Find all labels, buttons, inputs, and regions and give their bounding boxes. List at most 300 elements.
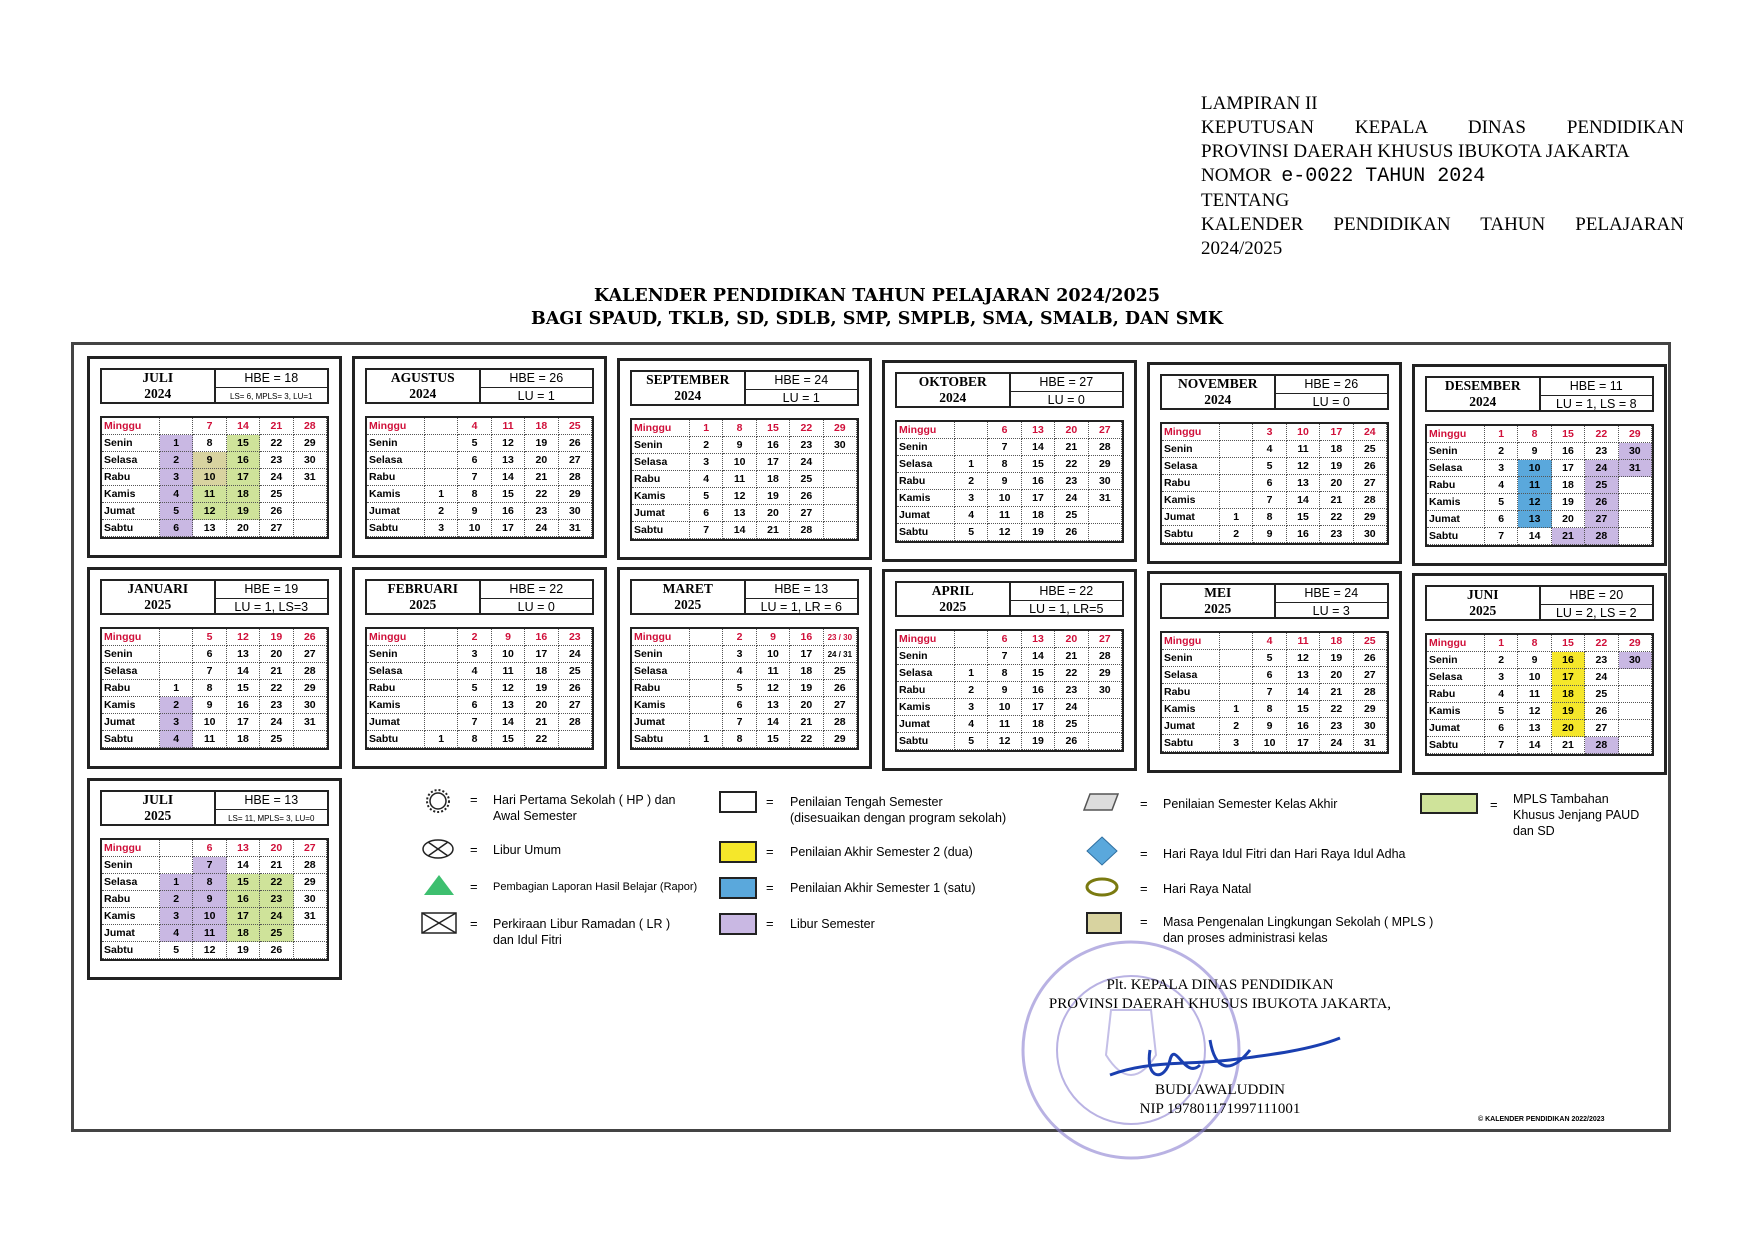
date-cell: 16 xyxy=(1022,682,1055,699)
date-cell: 31 xyxy=(294,714,327,731)
month-header xyxy=(895,581,1124,617)
day-label: Kamis xyxy=(102,697,160,714)
month-label: FEBRUARI xyxy=(387,581,458,596)
date-cell: 12 xyxy=(492,435,525,452)
date-cell xyxy=(425,646,458,663)
date-cell: 10 xyxy=(988,490,1021,507)
date-cell xyxy=(1220,492,1253,509)
day-label: Minggu xyxy=(1427,635,1485,652)
date-cell: 31 xyxy=(294,469,327,486)
date-cell: 13 xyxy=(1287,667,1320,684)
legend-lr: Perkiraan Libur Ramadan ( LR ) dan Idul Fitri xyxy=(493,917,671,947)
hbe-label: HBE = 13 xyxy=(746,581,858,599)
month-label: AGUSTUS xyxy=(390,370,455,385)
month-name xyxy=(367,581,481,613)
date-cell: 14 xyxy=(1287,684,1320,701)
date-cell: 11 xyxy=(723,471,756,488)
date-cell: 1 xyxy=(1220,701,1253,718)
date-cell xyxy=(425,714,458,731)
date-cell: 20 xyxy=(1552,720,1585,737)
date-cell: 2 xyxy=(955,682,988,699)
date-cell: 9 xyxy=(458,503,491,520)
date-cell: 28 xyxy=(294,418,327,435)
date-cell: 20 xyxy=(525,697,558,714)
date-cell: 3 xyxy=(160,469,193,486)
signer-name: BUDI AWALUDDIN xyxy=(1154,1082,1286,1098)
hbe-note: LU = 2, LS = 2 xyxy=(1555,606,1637,620)
month-label: OKTOBER xyxy=(918,374,987,389)
date-cell: 18 xyxy=(227,731,260,748)
day-label: Selasa xyxy=(632,663,690,680)
date-cell: 4 xyxy=(1253,633,1286,650)
date-cell xyxy=(294,925,327,942)
day-label: Rabu xyxy=(632,680,690,697)
date-cell: 29 xyxy=(294,680,327,697)
date-cell: 31 xyxy=(1089,490,1122,507)
equals-sign: = xyxy=(470,792,478,807)
header-line: TENTANG xyxy=(1201,190,1290,211)
day-label: Selasa xyxy=(1162,458,1220,475)
day-label: Selasa xyxy=(102,663,160,680)
day-label: Selasa xyxy=(632,454,690,471)
date-cell: 8 xyxy=(1253,509,1286,526)
date-cell xyxy=(1619,737,1652,754)
date-cell xyxy=(690,714,723,731)
legend-idul: Hari Raya Idul Fitri dan Hari Raya Idul Adha xyxy=(1163,847,1406,861)
hbe-info xyxy=(216,792,328,824)
month-calendar xyxy=(352,567,607,769)
date-cell: 17 xyxy=(525,646,558,663)
hbe-note: LU = 1, LS=3 xyxy=(234,600,309,614)
day-label: Selasa xyxy=(897,456,955,473)
legend-pts-note: (disesuaikan dengan program sekolah) xyxy=(790,811,1007,825)
date-cell: 22 xyxy=(790,420,823,437)
date-cell: 12 xyxy=(757,680,790,697)
date-cell xyxy=(955,648,988,665)
date-cell: 16 xyxy=(790,629,823,646)
month-label: DESEMBER xyxy=(1444,378,1521,393)
date-cell: 7 xyxy=(193,418,226,435)
date-cell: 16 xyxy=(227,697,260,714)
date-cell: 27 xyxy=(294,840,327,857)
date-cell: 24 xyxy=(260,469,293,486)
date-cell: 22 xyxy=(525,731,558,748)
hbe-note: LS= 6, MPLS= 3, LU=1 xyxy=(230,392,313,401)
date-cell: 24 xyxy=(1354,424,1387,441)
month-name xyxy=(897,583,1011,615)
month-header xyxy=(365,579,594,615)
date-cell: 18 xyxy=(1552,686,1585,703)
day-label: Jumat xyxy=(1427,511,1485,528)
date-cell: 25 xyxy=(1354,633,1387,650)
month-calendar xyxy=(352,356,607,558)
date-cell: 12 xyxy=(1287,650,1320,667)
date-cell: 15 xyxy=(1552,426,1585,443)
date-cell: 6 xyxy=(988,631,1021,648)
date-cell: 16 xyxy=(525,629,558,646)
date-cell: 18 xyxy=(525,418,558,435)
date-cell xyxy=(1220,684,1253,701)
date-cell: 22 xyxy=(1320,701,1353,718)
date-cell: 25 xyxy=(260,486,293,503)
date-cell: 8 xyxy=(193,874,226,891)
date-cell: 5 xyxy=(1485,494,1518,511)
day-label: Selasa xyxy=(102,452,160,469)
date-cell: 20 xyxy=(1552,511,1585,528)
date-cell: 3 xyxy=(458,646,491,663)
month-header xyxy=(1425,585,1654,621)
date-cell: 6 xyxy=(458,452,491,469)
date-cell xyxy=(955,439,988,456)
date-cell: 27 xyxy=(260,520,293,537)
date-cell: 8 xyxy=(193,680,226,697)
day-label: Minggu xyxy=(897,422,955,439)
month-name xyxy=(897,374,1011,406)
date-cell: 20 xyxy=(525,452,558,469)
date-cell xyxy=(1619,686,1652,703)
date-cell: 22 xyxy=(790,731,823,748)
date-cell: 9 xyxy=(988,682,1021,699)
date-cell: 26 xyxy=(790,488,823,505)
date-cell: 23 xyxy=(260,891,293,908)
hbe-label: HBE = 13 xyxy=(216,792,328,810)
day-label: Senin xyxy=(897,648,955,665)
date-cell: 13 xyxy=(193,520,226,537)
date-cell: 10 xyxy=(1518,460,1551,477)
date-cell: 19 xyxy=(790,680,823,697)
date-cell: 30 xyxy=(294,452,327,469)
date-cell: 5 xyxy=(955,524,988,541)
date-cell xyxy=(824,522,857,539)
date-cell: 27 xyxy=(1354,667,1387,684)
date-cell xyxy=(1220,475,1253,492)
date-cell: 8 xyxy=(1518,426,1551,443)
day-label: Kamis xyxy=(102,908,160,925)
date-cell: 23 / 30 xyxy=(824,629,857,646)
date-cell: 10 xyxy=(458,520,491,537)
signature-block xyxy=(1020,976,1420,1014)
date-cell: 29 xyxy=(1619,426,1652,443)
date-cell: 29 xyxy=(1354,701,1387,718)
date-cell: 17 xyxy=(757,454,790,471)
date-cell: 23 xyxy=(525,503,558,520)
footer-note: © KALENDER PENDIDIKAN 2022/2023 xyxy=(1478,1116,1605,1123)
date-cell: 6 xyxy=(1253,667,1286,684)
date-cell: 9 xyxy=(1253,526,1286,543)
date-cell: 27 xyxy=(824,697,857,714)
date-cell: 10 xyxy=(193,469,226,486)
date-cell: 30 xyxy=(1089,473,1122,490)
day-label: Rabu xyxy=(897,682,955,699)
date-cell: 15 xyxy=(227,435,260,452)
date-cell: 17 xyxy=(227,714,260,731)
month-header xyxy=(100,790,329,826)
date-cell: 3 xyxy=(160,714,193,731)
date-cell xyxy=(559,731,592,748)
day-grid xyxy=(1425,633,1654,756)
legend-ls: Libur Semester xyxy=(790,917,875,931)
day-label: Minggu xyxy=(1162,633,1220,650)
month-calendar xyxy=(882,569,1137,771)
day-grid xyxy=(365,627,594,750)
green-box-icon xyxy=(1420,793,1478,814)
date-cell: 14 xyxy=(1518,528,1551,545)
day-label: Sabtu xyxy=(897,733,955,750)
day-label: Minggu xyxy=(897,631,955,648)
day-label: Minggu xyxy=(102,840,160,857)
date-cell: 21 xyxy=(1320,492,1353,509)
day-label: Kamis xyxy=(632,697,690,714)
date-cell: 13 xyxy=(723,505,756,522)
header-line: PROVINSI DAERAH KHUSUS IBUKOTA JAKARTA xyxy=(1201,141,1630,162)
date-cell: 5 xyxy=(458,435,491,452)
date-cell: 20 xyxy=(260,840,293,857)
date-cell: 4 xyxy=(1485,686,1518,703)
date-cell xyxy=(160,857,193,874)
date-cell: 28 xyxy=(294,663,327,680)
month-header xyxy=(630,579,859,615)
date-cell: 30 xyxy=(294,697,327,714)
date-cell: 27 xyxy=(559,452,592,469)
equals-sign: = xyxy=(766,794,774,809)
date-cell: 19 xyxy=(757,488,790,505)
date-cell: 23 xyxy=(260,697,293,714)
date-cell: 2 xyxy=(1485,652,1518,669)
day-label: Senin xyxy=(102,857,160,874)
date-cell: 12 xyxy=(193,942,226,959)
date-cell: 18 xyxy=(1552,477,1585,494)
hbe-info xyxy=(481,581,593,613)
legend-pts-label: Penilaian Tengah Semester xyxy=(790,795,943,809)
date-cell: 2 xyxy=(160,891,193,908)
date-cell: 11 xyxy=(492,663,525,680)
date-cell: 21 xyxy=(260,857,293,874)
date-cell xyxy=(690,663,723,680)
month-label: JANUARI xyxy=(127,581,189,596)
date-cell xyxy=(425,435,458,452)
legend-pts xyxy=(790,794,1006,826)
month-calendar xyxy=(1412,364,1667,566)
date-cell xyxy=(425,680,458,697)
date-cell xyxy=(1220,650,1253,667)
khaki-box-icon xyxy=(1086,912,1122,934)
date-cell xyxy=(425,452,458,469)
hbe-info xyxy=(216,581,328,613)
date-cell: 24 xyxy=(1585,460,1618,477)
date-cell: 21 xyxy=(757,522,790,539)
month-name xyxy=(102,370,216,402)
month-header xyxy=(100,579,329,615)
date-cell: 29 xyxy=(824,731,857,748)
date-cell: 27 xyxy=(559,697,592,714)
month-calendar xyxy=(617,358,872,560)
date-cell: 20 xyxy=(757,505,790,522)
date-cell: 13 xyxy=(1022,422,1055,439)
date-cell: 6 xyxy=(1253,475,1286,492)
day-label: Minggu xyxy=(102,418,160,435)
hbe-note: LS= 11, MPLS= 3, LU=0 xyxy=(228,814,315,823)
date-cell: 24 xyxy=(559,646,592,663)
day-label: Sabtu xyxy=(367,520,425,537)
hbe-info xyxy=(1011,583,1123,615)
date-cell: 28 xyxy=(1354,684,1387,701)
date-cell: 23 xyxy=(1585,652,1618,669)
date-cell: 22 xyxy=(1055,456,1088,473)
date-cell: 10 xyxy=(723,454,756,471)
date-cell: 11 xyxy=(492,418,525,435)
date-cell: 17 xyxy=(1320,424,1353,441)
date-cell: 14 xyxy=(227,663,260,680)
date-cell: 2 xyxy=(1485,443,1518,460)
day-label: Selasa xyxy=(102,874,160,891)
date-cell: 5 xyxy=(723,680,756,697)
hbe-note: LU = 1, LR=5 xyxy=(1029,602,1104,616)
date-cell: 9 xyxy=(1518,443,1551,460)
date-cell xyxy=(1619,511,1652,528)
date-cell: 2 xyxy=(690,437,723,454)
day-label: Rabu xyxy=(1162,684,1220,701)
date-cell: 8 xyxy=(1518,635,1551,652)
date-cell: 1 xyxy=(955,456,988,473)
year-label: 2024 xyxy=(939,390,967,405)
day-label: Rabu xyxy=(632,471,690,488)
date-cell: 29 xyxy=(1354,509,1387,526)
date-cell: 3 xyxy=(723,646,756,663)
month-label: MEI xyxy=(1204,585,1232,600)
date-cell: 17 xyxy=(1022,490,1055,507)
date-cell: 26 xyxy=(824,680,857,697)
hbe-label: HBE = 20 xyxy=(1541,587,1653,605)
day-label: Kamis xyxy=(897,699,955,716)
hbe-note: LU = 1, LS = 8 xyxy=(1555,397,1637,411)
hbe-label: HBE = 24 xyxy=(746,372,858,390)
day-label: Jumat xyxy=(897,716,955,733)
date-cell: 6 xyxy=(458,697,491,714)
date-cell: 3 xyxy=(160,908,193,925)
day-label: Senin xyxy=(1162,650,1220,667)
date-cell: 28 xyxy=(1354,492,1387,509)
date-cell: 8 xyxy=(1253,701,1286,718)
hbe-note: LU = 1, LR = 6 xyxy=(760,600,842,614)
day-label: Rabu xyxy=(367,680,425,697)
month-label: APRIL xyxy=(931,583,974,598)
date-cell: 3 xyxy=(425,520,458,537)
date-cell: 18 xyxy=(227,486,260,503)
date-cell xyxy=(1220,458,1253,475)
date-cell: 19 xyxy=(1320,650,1353,667)
hbe-label: HBE = 18 xyxy=(216,370,328,388)
hbe-label: HBE = 27 xyxy=(1011,374,1123,392)
date-cell xyxy=(690,646,723,663)
date-cell: 13 xyxy=(1518,511,1551,528)
date-cell: 4 xyxy=(690,471,723,488)
day-label: Minggu xyxy=(367,629,425,646)
date-cell: 15 xyxy=(227,680,260,697)
date-cell: 23 xyxy=(1585,443,1618,460)
date-cell xyxy=(294,520,327,537)
day-label: Rabu xyxy=(102,891,160,908)
date-cell: 4 xyxy=(160,731,193,748)
month-name xyxy=(367,370,481,402)
hbe-label: HBE = 24 xyxy=(1276,585,1388,603)
date-cell: 10 xyxy=(1518,669,1551,686)
date-cell xyxy=(160,840,193,857)
date-cell: 27 xyxy=(790,505,823,522)
date-cell: 23 xyxy=(1320,526,1353,543)
date-cell: 26 xyxy=(559,435,592,452)
day-label: Rabu xyxy=(1427,477,1485,494)
date-cell: 12 xyxy=(227,629,260,646)
month-header xyxy=(630,370,859,406)
date-cell: 14 xyxy=(723,522,756,539)
date-cell: 20 xyxy=(260,646,293,663)
date-cell: 14 xyxy=(227,418,260,435)
date-cell: 8 xyxy=(988,665,1021,682)
hbe-info xyxy=(1011,374,1123,406)
date-cell: 18 xyxy=(1022,507,1055,524)
date-cell: 22 xyxy=(1055,665,1088,682)
date-cell: 11 xyxy=(988,507,1021,524)
signer-title-1: Plt. KEPALA DINAS PENDIDIKAN xyxy=(1106,977,1334,993)
date-cell: 2 xyxy=(1220,718,1253,735)
date-cell: 30 xyxy=(1089,682,1122,699)
month-label: NOVEMBER xyxy=(1177,376,1258,391)
date-cell: 3 xyxy=(955,490,988,507)
purple-box-icon xyxy=(719,913,757,935)
date-cell: 23 xyxy=(260,452,293,469)
day-label: Senin xyxy=(632,437,690,454)
day-label: Selasa xyxy=(367,663,425,680)
day-label: Selasa xyxy=(367,452,425,469)
date-cell: 24 xyxy=(525,520,558,537)
date-cell: 25 xyxy=(1055,507,1088,524)
date-cell: 14 xyxy=(1518,737,1551,754)
date-cell: 21 xyxy=(525,469,558,486)
hbe-note: LU = 3 xyxy=(1312,604,1350,618)
month-name xyxy=(1162,376,1276,408)
date-cell: 13 xyxy=(492,697,525,714)
date-cell: 31 xyxy=(1354,735,1387,752)
legend-hp: Hari Pertama Sekolah ( HP ) dan Awal Semester xyxy=(493,793,676,823)
date-cell: 17 xyxy=(790,646,823,663)
date-cell xyxy=(1619,669,1652,686)
day-label: Senin xyxy=(1162,441,1220,458)
date-cell: 11 xyxy=(757,663,790,680)
date-cell: 11 xyxy=(1518,477,1551,494)
date-cell: 28 xyxy=(824,714,857,731)
date-cell: 21 xyxy=(525,714,558,731)
date-cell: 19 xyxy=(227,942,260,959)
day-label: Sabtu xyxy=(367,731,425,748)
date-cell xyxy=(824,505,857,522)
month-header xyxy=(100,368,329,404)
day-label: Minggu xyxy=(1162,424,1220,441)
date-cell: 8 xyxy=(458,486,491,503)
date-cell xyxy=(824,454,857,471)
date-cell: 19 xyxy=(1022,524,1055,541)
date-cell: 26 xyxy=(1354,650,1387,667)
date-cell: 24 xyxy=(260,908,293,925)
date-cell: 6 xyxy=(1485,720,1518,737)
day-grid xyxy=(895,420,1124,543)
hbe-info xyxy=(216,370,328,402)
legend-lu: Libur Umum xyxy=(493,843,562,857)
date-cell: 5 xyxy=(690,488,723,505)
date-cell: 15 xyxy=(492,731,525,748)
date-cell xyxy=(1089,524,1122,541)
date-cell: 3 xyxy=(1485,460,1518,477)
day-label: Minggu xyxy=(102,629,160,646)
